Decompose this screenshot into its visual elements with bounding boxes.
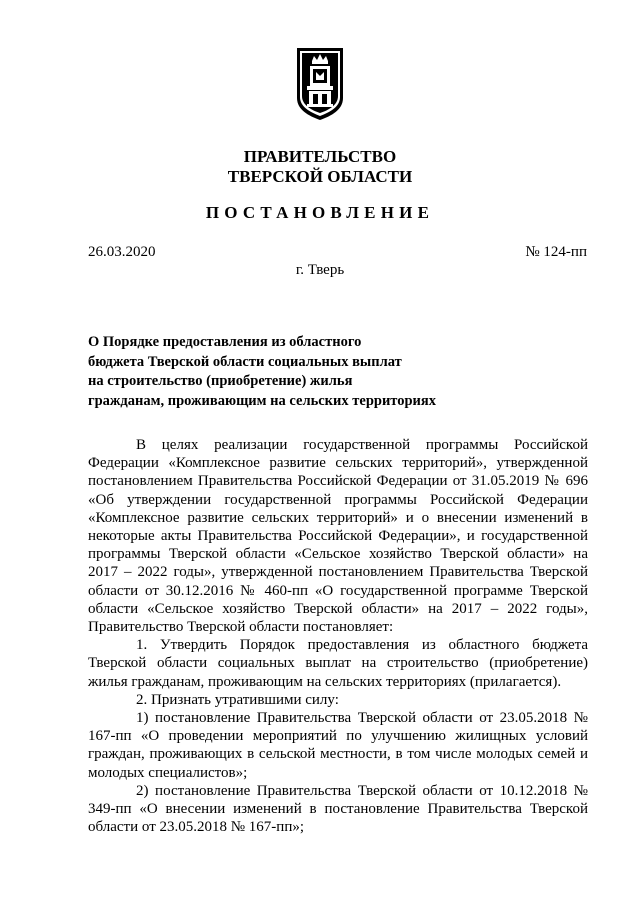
document-subject xyxy=(88,333,508,411)
tver-coat-of-arms-icon xyxy=(295,46,345,122)
subject-line: бюджета Тверской области социальных выплат xyxy=(88,353,402,370)
subject-line: гражданам, проживающим на сельских территориях xyxy=(88,392,436,409)
resolution-item-2-1: 1) постановление Правительства Тверской области от 23.05.2018 № 167-пп «О проведении мероприятий по улучшению жилищных условий граждан, проживающих в сельской местности, в том числе молодых семей и молодых специалистов»; xyxy=(88,710,588,781)
organization-name-line2: ТВЕРСКОЙ ОБЛАСТИ xyxy=(227,167,413,186)
document-number: № 124-пп xyxy=(525,244,587,260)
document-date: 26.03.2020 xyxy=(88,244,156,260)
document-city: г. Тверь xyxy=(295,262,345,278)
resolution-item-2-2: 2) постановление Правительства Тверской области от 10.12.2018 № 349-пп «О внесении изменений в постановление Правительства Тверской области от 23.05.2018 № 167-пп»; xyxy=(88,782,588,836)
document-body xyxy=(88,436,588,836)
resolution-item-2: 2. Признать утратившими силу: xyxy=(136,691,339,708)
organization-name-line1: ПРАВИТЕЛЬСТВО xyxy=(243,147,397,166)
resolution-item-1: 1. Утвердить Порядок предоставления из областного бюджета Тверской области социальных выплат на строительство (приобретение) жилья гражданам, проживающим на сельских территориях (прилагается). xyxy=(88,637,588,690)
subject-line: на строительство (приобретение) жилья xyxy=(88,373,353,389)
subject-line: О Порядке предоставления из областного xyxy=(88,334,362,350)
document-type-title: ПОСТАНОВЛЕНИЕ xyxy=(205,203,435,222)
preamble-paragraph: В целях реализации государственной программы Российской Федерации «Комплексное развитие сельских территорий», утвержденной постановлением Правительства Российской Федерации от 31.05.2019 № 696 «Об утверждении государственной программы Российской Федерации «Комплексное развитие сельских территорий» и о внесении изменений в некоторые акты Правительства Российской Федерации», и государственной программы Тверской области «Сельское хозяйство Тверской области» на 2017 – 2022 годы», утвержденной постановлением Правительства Тверской области от 30.12.2016 № 460-пп «О государственной программе Тверской области «Сельское хозяйство Тверской области» на 2017 – 2022 годы», Правительство Тверской области постановляет: xyxy=(88,437,588,636)
